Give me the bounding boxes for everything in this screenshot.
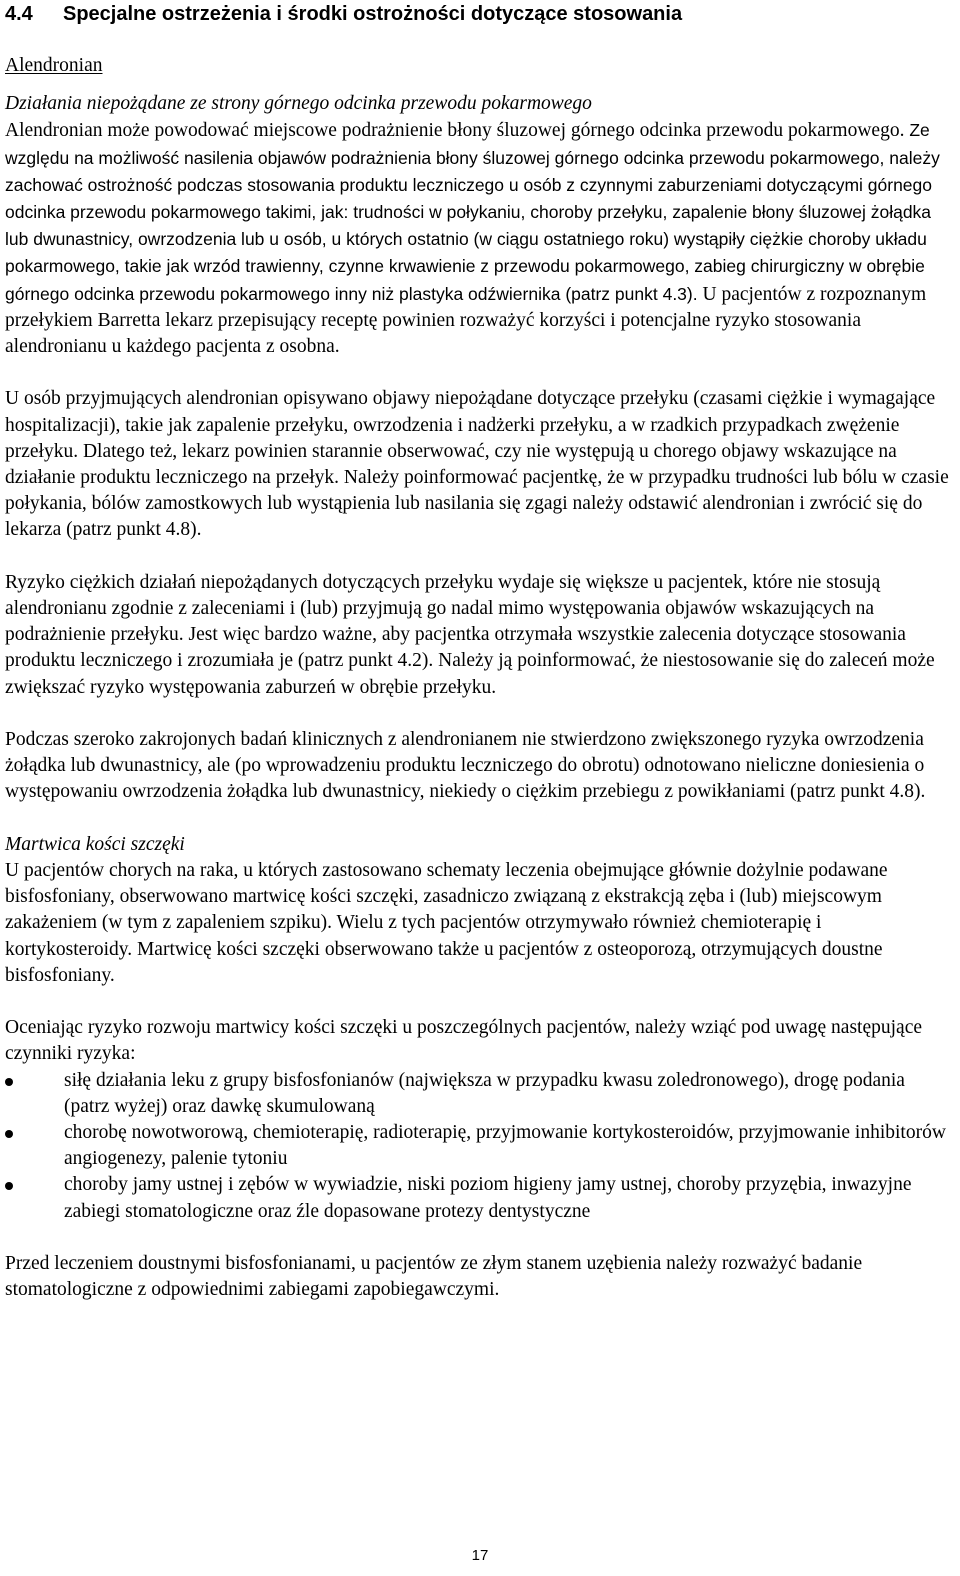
bullet-icon	[5, 1182, 13, 1190]
list-item-text: siłę działania leku z grupy bisfosfonianów (największa w przypadku kwasu zoledronowego), drogę podania (patrz wyżej) oraz dawkę skumulowaną	[64, 1069, 905, 1117]
onj-paragraph-2: Oceniając ryzyko rozwoju martwicy kości szczęki u poszczególnych pacjentów, należy wziąć pod uwagę następujące czynniki ryzyka:	[5, 1017, 923, 1065]
gi-paragraph-1	[5, 117, 953, 360]
document-page	[5, 0, 953, 1303]
gi-paragraph-1-part3: U pacjentów z rozpoznanym przełykiem Barretta lekarz przepisujący receptę powinien rozważyć korzyści i potencjalne ryzyko stosowania alendronianu u każdego pacjenta z osobna.	[5, 283, 927, 358]
list-item	[5, 1120, 953, 1172]
gi-paragraph-1-part1: Alendronian może powodować miejscowe podrażnienie błony śluzowej górnego odcinka przewodu pokarmowego.	[5, 120, 910, 142]
gi-paragraph-1-part2: Ze względu na możliwość nasilenia objawów podrażnienia błony śluzowej górnego odcinka przewodu pokarmowego, należy zachować ostrożność podczas stosowania produktu leczniczego u osób z czynnymi zaburzeniami dotyczącymi górnego odcinka przewodu pokarmowego takimi, jak: trudności w połykaniu, choroby przełyku, zapalenie błony śluzowej żołądka lub dwunastnicy, owrzodzenia lub u osób, u których ostatnio (w ciągu ostatniego roku) wystąpiły ciężkie choroby układu pokarmowego, takie jak wrzód trawienny, czynne krwawienie z przewodu pokarmowego, zabieg chirurgiczny w obrębie górnego odcinka przewodu pokarmowego inny niż plastyka odźwiernika (patrz punkt 4.3).	[5, 120, 940, 304]
gi-subheading: Działania niepożądane ze strony górnego odcinka przewodu pokarmowego	[5, 93, 592, 115]
list-item	[5, 1068, 953, 1120]
page-number: 17	[471, 1547, 489, 1564]
gi-paragraph-4: Podczas szeroko zakrojonych badań klinicznych z alendronianem nie stwierdzono zwiększonego ryzyka owrzodzenia żołądka lub dwunastnicy, ale (po wprowadzeniu produktu leczniczego do obrotu) odnotowano nieliczne doniesienia o występowaniu owrzodzenia żołądka lub dwunastnicy, niekiedy o ciężkim przebiegu z powikłaniami (patrz punkt 4.8).	[5, 729, 926, 803]
gi-paragraph-3: Ryzyko ciężkich działań niepożądanych dotyczących przełyku wydaje się większe u pacjentek, które nie stosują alendronianu zgodnie z zaleceniami i (lub) przyjmują go nadal mimo występowania objawów wskazujących na podrażnienie przełyku. Jest więc bardzo ważne, aby pacjentka otrzymała wszystkie zalecenia dotyczące stosowania produktu leczniczego i zrozumiała je (patrz punkt 4.2). Należy ją poinformować, że niestosowanie się do zaleceń może zwiększać ryzyko występowania zaburzeń w obrębie przełyku.	[5, 571, 935, 698]
bullet-icon	[5, 1130, 13, 1138]
onj-subheading: Martwica kości szczęki	[5, 833, 185, 855]
section-title: Specjalne ostrzeżenia i środki ostrożności dotyczące stosowania	[63, 3, 683, 25]
bullet-icon	[5, 1078, 13, 1086]
onj-paragraph-1: U pacjentów chorych na raka, u których zastosowano schematy leczenia obejmujące głównie dożylnie podawane bisfosfoniany, obserwowano martwicę kości szczęki, zasadniczo związaną z ekstrakcją zęba i (lub) miejscowym zakażeniem (w tym z zapaleniem szpiku). Wielu z tych pacjentów otrzymywało również chemioterapię i kortykosteroidy. Martwicę kości szczęki obserwowano także u pacjentów z osteoporozą, otrzymujących doustne bisfosfoniany.	[5, 860, 888, 986]
list-item-text: chorobę nowotworową, chemioterapię, radioterapię, przyjmowanie kortykosteroidów, przyjmowanie inhibitorów angiogenezy, palenie tytoniu	[64, 1122, 946, 1170]
onj-paragraph-3: Przed leczeniem doustnymi bisfosfonianami, u pacjentów ze złym stanem uzębienia należy rozważyć badanie stomatologiczne z odpowiednimi zabiegami zapobiegawczymi.	[5, 1253, 863, 1301]
risk-factor-list	[5, 1068, 953, 1225]
drug-heading: Alendronian	[5, 55, 103, 76]
list-item-text: choroby jamy ustnej i zębów w wywiadzie, niski poziom higieny jamy ustnej, choroby przyzębia, inwazyjne zabiegi stomatologiczne oraz źle dopasowane protezy dentystyczne	[64, 1174, 912, 1222]
section-heading	[5, 0, 953, 27]
list-item	[5, 1172, 953, 1224]
gi-paragraph-2: U osób przyjmujących alendronian opisywano objawy niepożądane dotyczące przełyku (czasami ciężkie i wymagające hospitalizacji), takie jak zapalenie przełyku, owrzodzenia i nadżerki przełyku, a w rzadkich przypadkach zwężenie przełyku. Dlatego też, lekarz powinien starannie obserwować, czy nie występują u chorego objawy wskazujące na działanie produktu leczniczego na przełyk. Należy poinformować pacjentkę, że w przypadku trudności lub bólu w czasie połykania, bólów zamostkowych lub wystąpienia lub nasilania się zgagi należy odstawić alendronian i zwrócić się do lekarza (patrz punkt 4.8).	[5, 388, 949, 541]
section-number: 4.4	[5, 3, 33, 25]
